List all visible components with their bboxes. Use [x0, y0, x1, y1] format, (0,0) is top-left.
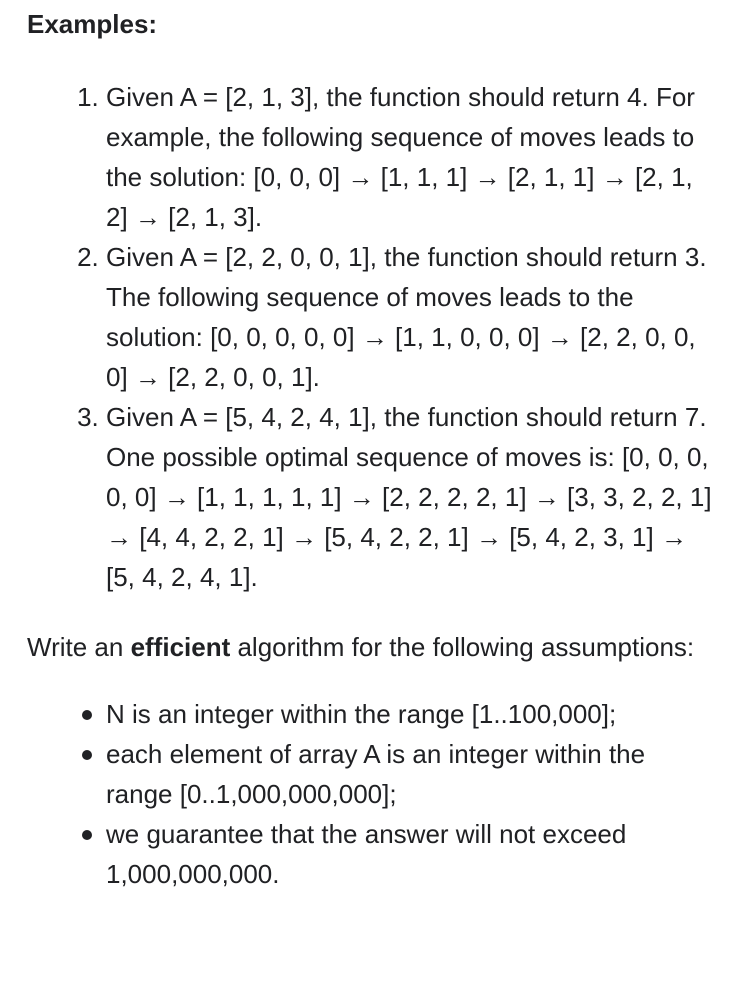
assumptions-list — [27, 694, 718, 894]
assumption-text-1: N is an integer within the range [1..100,000]; — [106, 699, 617, 729]
assumption-text-2: each element of array A is an integer within the range [0..1,000,000,000]; — [106, 739, 646, 809]
bullet-icon — [82, 710, 92, 720]
bullet-icon — [82, 830, 92, 840]
assumptions-intro-before: Write an — [27, 632, 131, 662]
examples-list — [27, 77, 718, 597]
bullet-icon — [82, 750, 92, 760]
example-item-1: 1. Given A = [2, 1, 3], the function should return 4. For example, the following sequence of moves leads to the solution: [0, 0, 0] → [1, 1, 1] → [2, 1, 1] → [2, 1, 2] → [2, 1, 3]. — [106, 77, 718, 237]
assumption-item-3 — [106, 814, 718, 894]
assumption-item-1 — [106, 694, 718, 734]
example-item-3: 3. Given A = [5, 4, 2, 4, 1], the function should return 7. One possible optimal sequence of moves is: [0, 0, 0, 0, 0] → [1, 1, 1, 1, 1] → [2, 2, 2, 2, 1] → [3, 3, 2, 2, 1] → [4, 4, 2, 2, 1] → [5, 4, 2, 2, 1] → [5, 4, 2, 3, 1] → [5, 4, 2, 4, 1]. — [106, 397, 718, 597]
assumption-text-3: we guarantee that the answer will not exceed 1,000,000,000. — [106, 819, 627, 889]
assumption-item-2 — [106, 734, 718, 814]
assumptions-intro-after: algorithm for the following assumptions: — [230, 632, 695, 662]
examples-heading: Examples: — [27, 9, 158, 39]
assumptions-intro — [27, 627, 718, 667]
example-item-2: 2. Given A = [2, 2, 0, 0, 1], the function should return 3. The following sequence of moves leads to the solution: [0, 0, 0, 0, 0] → [1, 1, 0, 0, 0] → [2, 2, 0, 0, 0] → [2, 2, 0, 0, 1]. — [106, 237, 718, 397]
efficient-emphasis: efficient — [130, 632, 231, 662]
